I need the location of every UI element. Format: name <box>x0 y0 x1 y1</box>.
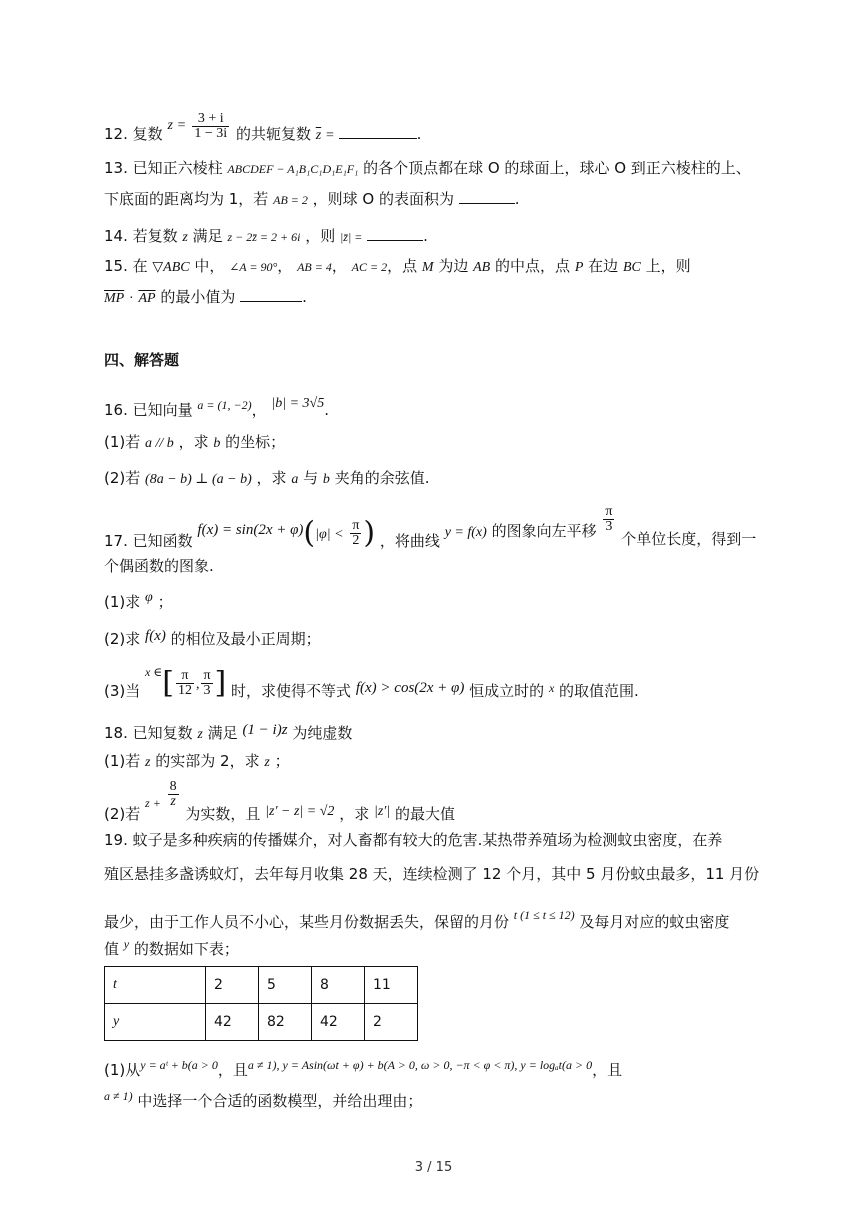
q17-mid: ，将曲线 <box>379 532 440 550</box>
q12-zbar: $\overline{z}$ <box>315 128 322 143</box>
q18-p2-z: z + <box>145 796 161 810</box>
q18-p1-pre: (1)若 <box>104 752 141 770</box>
q18-expr: (1 − i)z <box>242 722 288 738</box>
q15-mid4: 的中点，点 <box>495 257 571 275</box>
q15-m: M <box>421 260 434 275</box>
q18-z: z <box>197 727 203 742</box>
q15-line2 <box>104 287 307 309</box>
q12-text: 复数 <box>132 125 163 143</box>
q19-p1-model3: a ≠ 1) <box>104 1089 133 1103</box>
q17-p3-a-den: 12 <box>177 683 192 698</box>
q13-line2 <box>104 189 520 210</box>
table-cell: 82 <box>259 1004 312 1041</box>
q15-answer-blank <box>240 287 302 302</box>
q15-ab: AB = 4 <box>297 260 332 274</box>
q15-mid2: ，点 <box>387 257 418 275</box>
q17-part2 <box>104 626 321 649</box>
q19-p1-post: 中选择一个合适的函数模型，并给出理由； <box>137 1092 423 1110</box>
q17-cond-num: π <box>352 518 360 533</box>
q18-mid: 满足 <box>207 724 238 742</box>
q15-vec-ap: $\overline{AP}$ <box>138 291 156 306</box>
q17-shift-frac <box>603 505 614 534</box>
q17-p3-a-frac <box>176 669 194 698</box>
q18-p2-end: 的最大值 <box>394 805 455 823</box>
q17-pre: 17. 已知函数 <box>104 532 193 550</box>
q16-p2-pre: (2)若 <box>104 469 141 487</box>
q19-p1-model1: y = aᵗ + b(a > 0 <box>140 1058 218 1072</box>
q17-p3-b-num: π <box>203 668 211 683</box>
q14-zbar: |z̄| = <box>339 230 363 244</box>
q17-p3-b-frac <box>201 669 212 698</box>
q13-line2-post: ，则球 O 的表面积为 <box>312 190 454 208</box>
q19-p1-c1: ，且 <box>217 1061 248 1079</box>
q19-p1-pre: (1)从 <box>104 1061 141 1079</box>
q15-mid3: 为边 <box>438 257 469 275</box>
q17-mid2: 的图象向左平移 <box>491 522 597 540</box>
q12-eq: = <box>177 118 186 133</box>
q18-p2-abs: |z′| <box>373 804 391 819</box>
q15-ab-seg: AB <box>473 260 491 275</box>
q13-end: . <box>514 190 520 208</box>
q15-vec-mp: $\overline{MP}$ <box>104 291 125 306</box>
q13-prism: ABCDEF − A₁B₁C₁D₁E₁F₁ <box>227 162 359 176</box>
q17-p3-pre: (3)当 <box>104 682 141 700</box>
table-cell-y-header: y <box>105 1004 206 1041</box>
q13-line1 <box>104 158 751 179</box>
q18-part1 <box>104 751 290 773</box>
q17-lparen: ( <box>303 515 316 551</box>
q16-p2-post: ，求 <box>256 469 287 487</box>
q15-ac: AC = 2 <box>351 260 388 274</box>
q12-mid: 的共轭复数 <box>235 125 311 143</box>
q18-p1-z: z <box>145 755 151 770</box>
q19-p1-model2: a ≠ 1), y = Asin(ωt + φ) + b(A > 0, ω > 0, −π < φ < π), y = logₐt(a > 0 <box>247 1058 593 1072</box>
q12-frac-num: 3 + i <box>192 112 229 127</box>
q17-p3-mid2: 恒成立时的 <box>469 682 545 700</box>
q16-line <box>104 388 329 420</box>
q18-p1-z2: z <box>264 755 270 770</box>
q17-cond-den: 2 <box>352 533 360 548</box>
q17-func: f(x) = sin(2x + φ) <box>197 522 304 538</box>
q18-p1-end: ； <box>274 752 290 770</box>
q12-number: 12. <box>104 125 128 143</box>
q16-p2-b: b <box>322 472 330 487</box>
table-cell: 42 <box>312 1004 365 1041</box>
q17-p1-pre: (1)求 <box>104 593 141 611</box>
q17-cond: |φ| < <box>315 527 344 542</box>
q16-p1-end: 的坐标； <box>225 433 286 451</box>
q19-line3 <box>104 900 729 930</box>
table-cell: 2 <box>206 967 259 1004</box>
q17-rparen: ) <box>363 515 376 551</box>
q15-angle: ∠A = 90° <box>229 260 278 274</box>
q18-post: 为纯虚数 <box>292 724 353 742</box>
q13-ab: AB = 2 <box>273 193 308 207</box>
q17-curve: y = f(x) <box>444 525 487 540</box>
table-cell: 8 <box>312 967 365 1004</box>
q12-fraction <box>192 112 229 141</box>
q17-p3-xv: x <box>548 681 555 695</box>
q18-p2-mid: 为实数，且 <box>185 805 261 823</box>
q16-p2-a: a <box>291 472 299 487</box>
q15-p: P <box>574 260 584 275</box>
q18-p2-num: 8 <box>169 779 177 794</box>
q16-p1-cond: a // b <box>145 436 174 451</box>
q19-line3-post: 及每月对应的蚊虫密度 <box>579 913 730 931</box>
q18-p2-frac <box>168 780 179 809</box>
q12-line <box>104 106 421 146</box>
q19-part1-line1 <box>104 1050 622 1080</box>
q16-p1-post: ，求 <box>178 433 209 451</box>
q17-p3-mid: 时，求使得不等式 <box>231 682 352 700</box>
q15-comma2: ， <box>331 257 347 275</box>
q17-p3-rbracket: ] <box>214 665 227 701</box>
page-number: 3 / 15 <box>414 1160 453 1175</box>
q14-line <box>104 226 428 248</box>
q19-line3-pre: 最少，由于工作人员不小心，某些月份数据丢失，保留的月份 <box>104 913 510 931</box>
q16-end: . <box>324 401 329 419</box>
q19-p1-c2: ，且 <box>592 1061 623 1079</box>
q15-post: 上，则 <box>645 257 691 275</box>
q16-part1 <box>104 432 285 454</box>
q18-p2-mid2: ，求 <box>339 805 370 823</box>
q17-p2-end: 的相位及最小正周期； <box>170 630 321 648</box>
q17-p2-pre: (2)求 <box>104 630 141 648</box>
q15-mid5: 在边 <box>588 257 619 275</box>
q19-line1: 19. 蚊子是多种疾病的传播媒介，对人畜都有较大的危害.某热带养殖场为检测蚊虫密度，在养 <box>104 831 723 849</box>
q17-line2 <box>104 556 214 576</box>
q17-p3-lbracket: [ <box>162 665 174 701</box>
q19-line4-pre: 值 <box>104 940 120 958</box>
q17-p1-end: ； <box>157 593 173 611</box>
table-cell: 5 <box>259 967 312 1004</box>
q18-p2-pre: (2)若 <box>104 805 141 823</box>
q19-data-table <box>104 966 418 1041</box>
q17-p3-x: x ∈ <box>145 665 163 679</box>
q13-line1-pre: 13. 已知正六棱柱 <box>104 159 223 177</box>
q16-comma: ， <box>251 401 267 419</box>
q19-part1-line2 <box>104 1086 422 1111</box>
q18-line <box>104 720 352 745</box>
q17-p3-a-num: π <box>176 669 194 684</box>
q15-comma1: ， <box>277 257 293 275</box>
q17-p2-f: f(x) <box>145 628 166 644</box>
q18-p2-cond: |z′ − z| = √2 <box>265 804 335 819</box>
q16-pre: 16. 已知向量 <box>104 401 193 419</box>
q17-part1 <box>104 588 173 612</box>
q15-line2-post: 的最小值为 <box>160 288 236 306</box>
q14-end: . <box>423 227 428 245</box>
q17-p1-phi: φ <box>145 590 153 605</box>
q17-shift-num: π <box>605 504 613 519</box>
q16-p2-cond: (8a − b) ⊥ (a − b) <box>145 472 252 487</box>
q17-p3-end: 的取值范围. <box>559 682 639 700</box>
q12-end: . <box>416 125 422 143</box>
q17-p3-b-den: 3 <box>203 683 211 698</box>
q17-shift-den: 3 <box>605 519 613 534</box>
q15-line1 <box>104 256 691 278</box>
table-cell-t-header: t <box>105 967 206 1004</box>
q17-line1 <box>104 505 756 549</box>
q16-avec: a = (1, −2) <box>197 398 252 412</box>
q19-line3-t: t (1 ≤ t ≤ 12) <box>513 908 575 922</box>
q19-line2: 殖区悬挂多盏诱蚊灯，去年每月收集 28 天，连续检测了 12 个月，其中 5 月份蚊虫最多，11 月份 <box>104 865 760 883</box>
q14-z: z <box>182 230 188 245</box>
q12-answer-blank <box>339 124 417 139</box>
q14-mid2: ，则 <box>305 227 336 245</box>
q13-line1-post: 的各个顶点都在球 O 的球面上，球心 O 到正六棱柱的上、 <box>363 159 751 177</box>
q13-answer-blank <box>459 189 515 204</box>
q15-end: . <box>302 288 307 306</box>
q17-p3-comma: , <box>195 677 200 692</box>
table-row <box>105 1004 418 1041</box>
q19-line4-y: y <box>123 937 130 951</box>
q12-eq2: = <box>325 128 334 143</box>
q16-p1-b: b <box>213 436 221 451</box>
q16-p2-end: 夹角的余弦值. <box>334 469 430 487</box>
q18-part2 <box>104 780 455 824</box>
q17-line2-text: 个偶函数的图象. <box>104 557 214 575</box>
q16-p2-with: 与 <box>303 469 319 487</box>
q14-answer-blank <box>367 226 423 241</box>
q18-p1-mid: 的实部为 2，求 <box>155 752 260 770</box>
q14-mid: 满足 <box>192 227 223 245</box>
q15-dot: · <box>129 291 134 306</box>
q19-line4-post: 的数据如下表； <box>133 940 239 958</box>
q16-bnorm: |b| = 3√5 <box>271 396 325 411</box>
q14-equation: z − 2z̄ = 2 + 6i <box>227 230 301 244</box>
table-cell: 2 <box>365 1004 418 1041</box>
q13-line2-pre: 下底面的距离均为 1，若 <box>104 190 269 208</box>
q17-post: 个单位长度，得到一 <box>621 530 757 548</box>
q17-part3 <box>104 650 639 701</box>
table-cell: 42 <box>206 1004 259 1041</box>
q15-bc: BC <box>622 260 641 275</box>
table-row <box>105 967 418 1004</box>
q15-pre: 15. 在 <box>104 257 148 275</box>
q17-p3-ineq: f(x) > cos(2x + φ) <box>355 680 465 696</box>
section-title: 四、解答题 <box>104 351 180 369</box>
q12-frac-den: 1 − 3i <box>194 126 228 141</box>
q19-line4 <box>104 934 239 959</box>
q15-mid1: 中， <box>194 257 225 275</box>
q12-z: z <box>167 118 173 133</box>
q18-pre: 18. 已知复数 <box>104 724 193 742</box>
q16-part2 <box>104 468 429 490</box>
q16-p1-pre: (1)若 <box>104 433 141 451</box>
table-cell: 11 <box>365 967 418 1004</box>
q18-p2-den: z <box>170 794 176 809</box>
q15-triangle: ▽ABC <box>152 260 190 275</box>
q17-cond-frac <box>350 519 361 548</box>
q14-pre: 14. 若复数 <box>104 227 178 245</box>
